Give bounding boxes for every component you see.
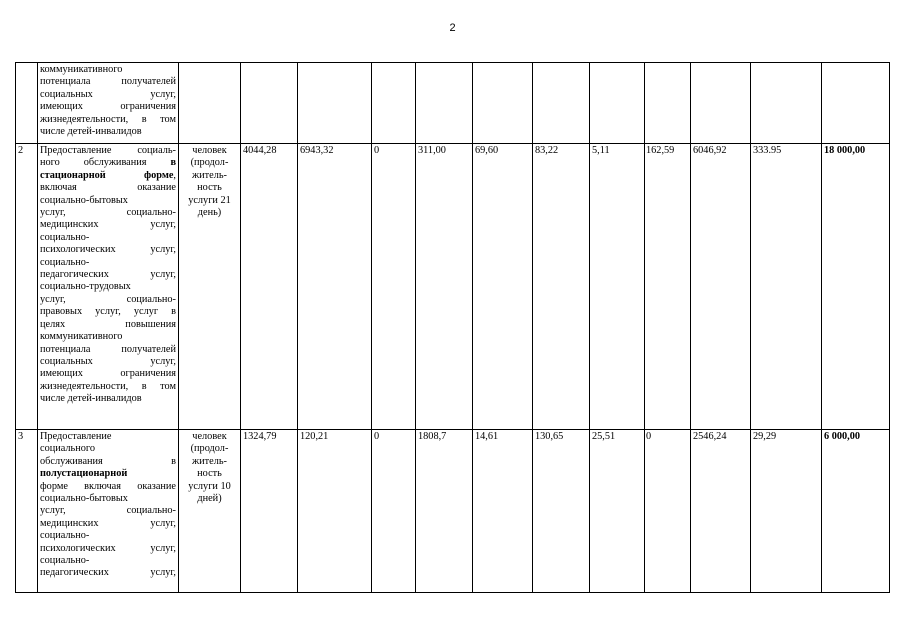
unit-cell	[179, 63, 241, 144]
value-cell: 311,00	[416, 144, 473, 430]
value-cell: 120,21	[298, 430, 372, 593]
value-cell	[533, 63, 590, 144]
total-cell: 6 000,00	[822, 430, 890, 593]
value-cell: 69,60	[473, 144, 533, 430]
unit-cell: человек (продол- житель- ность услуги 10 дней)	[179, 430, 241, 593]
value-cell	[241, 63, 298, 144]
total-cell	[822, 63, 890, 144]
value-cell: 25,51	[590, 430, 645, 593]
value-cell: 83,22	[533, 144, 590, 430]
row-number: 2	[16, 144, 38, 430]
value-cell: 130,65	[533, 430, 590, 593]
value-cell	[751, 63, 822, 144]
value-cell: 29,29	[751, 430, 822, 593]
row-number	[16, 63, 38, 144]
table-row	[16, 144, 890, 430]
value-cell: 6943,32	[298, 144, 372, 430]
total-cell: 18 000,00	[822, 144, 890, 430]
value-cell: 0	[645, 430, 691, 593]
value-cell	[645, 63, 691, 144]
unit-cell: человек (продол- житель- ность услуги 21 день)	[179, 144, 241, 430]
table-row	[16, 63, 890, 144]
value-cell	[590, 63, 645, 144]
value-cell: 4044,28	[241, 144, 298, 430]
services-cost-table	[15, 62, 890, 593]
value-cell	[298, 63, 372, 144]
value-cell: 1324,79	[241, 430, 298, 593]
value-cell: 0	[372, 144, 416, 430]
page-number: 2	[449, 22, 456, 34]
value-cell	[372, 63, 416, 144]
row-number: 3	[16, 430, 38, 593]
desc-line-with-bold: ного обслуживания в	[40, 157, 176, 169]
value-cell: 162,59	[645, 144, 691, 430]
value-cell: 14,61	[473, 430, 533, 593]
service-description: Предоставление социаль- ного обслуживания в стационарной форме, включая оказание социально-бытовых услуг, социально- медицинских услуг, социально- психологических услуг, социально- педагогических услуг, социально-трудовых услуг, социально- правовых услуг, услуг в целях повышения коммуникативного потенциала получателей социальных услуг, имеющих ограничения жизнедеятельности, в том числе детей-инвалидов	[38, 144, 179, 430]
value-cell: 6046,92	[691, 144, 751, 430]
value-cell	[691, 63, 751, 144]
value-cell: 0	[372, 430, 416, 593]
value-cell	[416, 63, 473, 144]
value-cell: 1808,7	[416, 430, 473, 593]
value-cell: 2546,24	[691, 430, 751, 593]
table-row	[16, 430, 890, 593]
service-description: коммуникативного потенциала получателей социальных услуг, имеющих ограничения жизнедеятельности, в том числе детей-инвалидов	[38, 63, 179, 144]
service-description: Предоставление социального обслуживания в полустационарной форме включая оказание социально-бытовых услуг, социально- медицинских услуг, социально- психологических услуг, социально- педагогических услуг,	[38, 430, 179, 593]
value-cell	[473, 63, 533, 144]
value-cell: 333.95	[751, 144, 822, 430]
value-cell: 5,11	[590, 144, 645, 430]
